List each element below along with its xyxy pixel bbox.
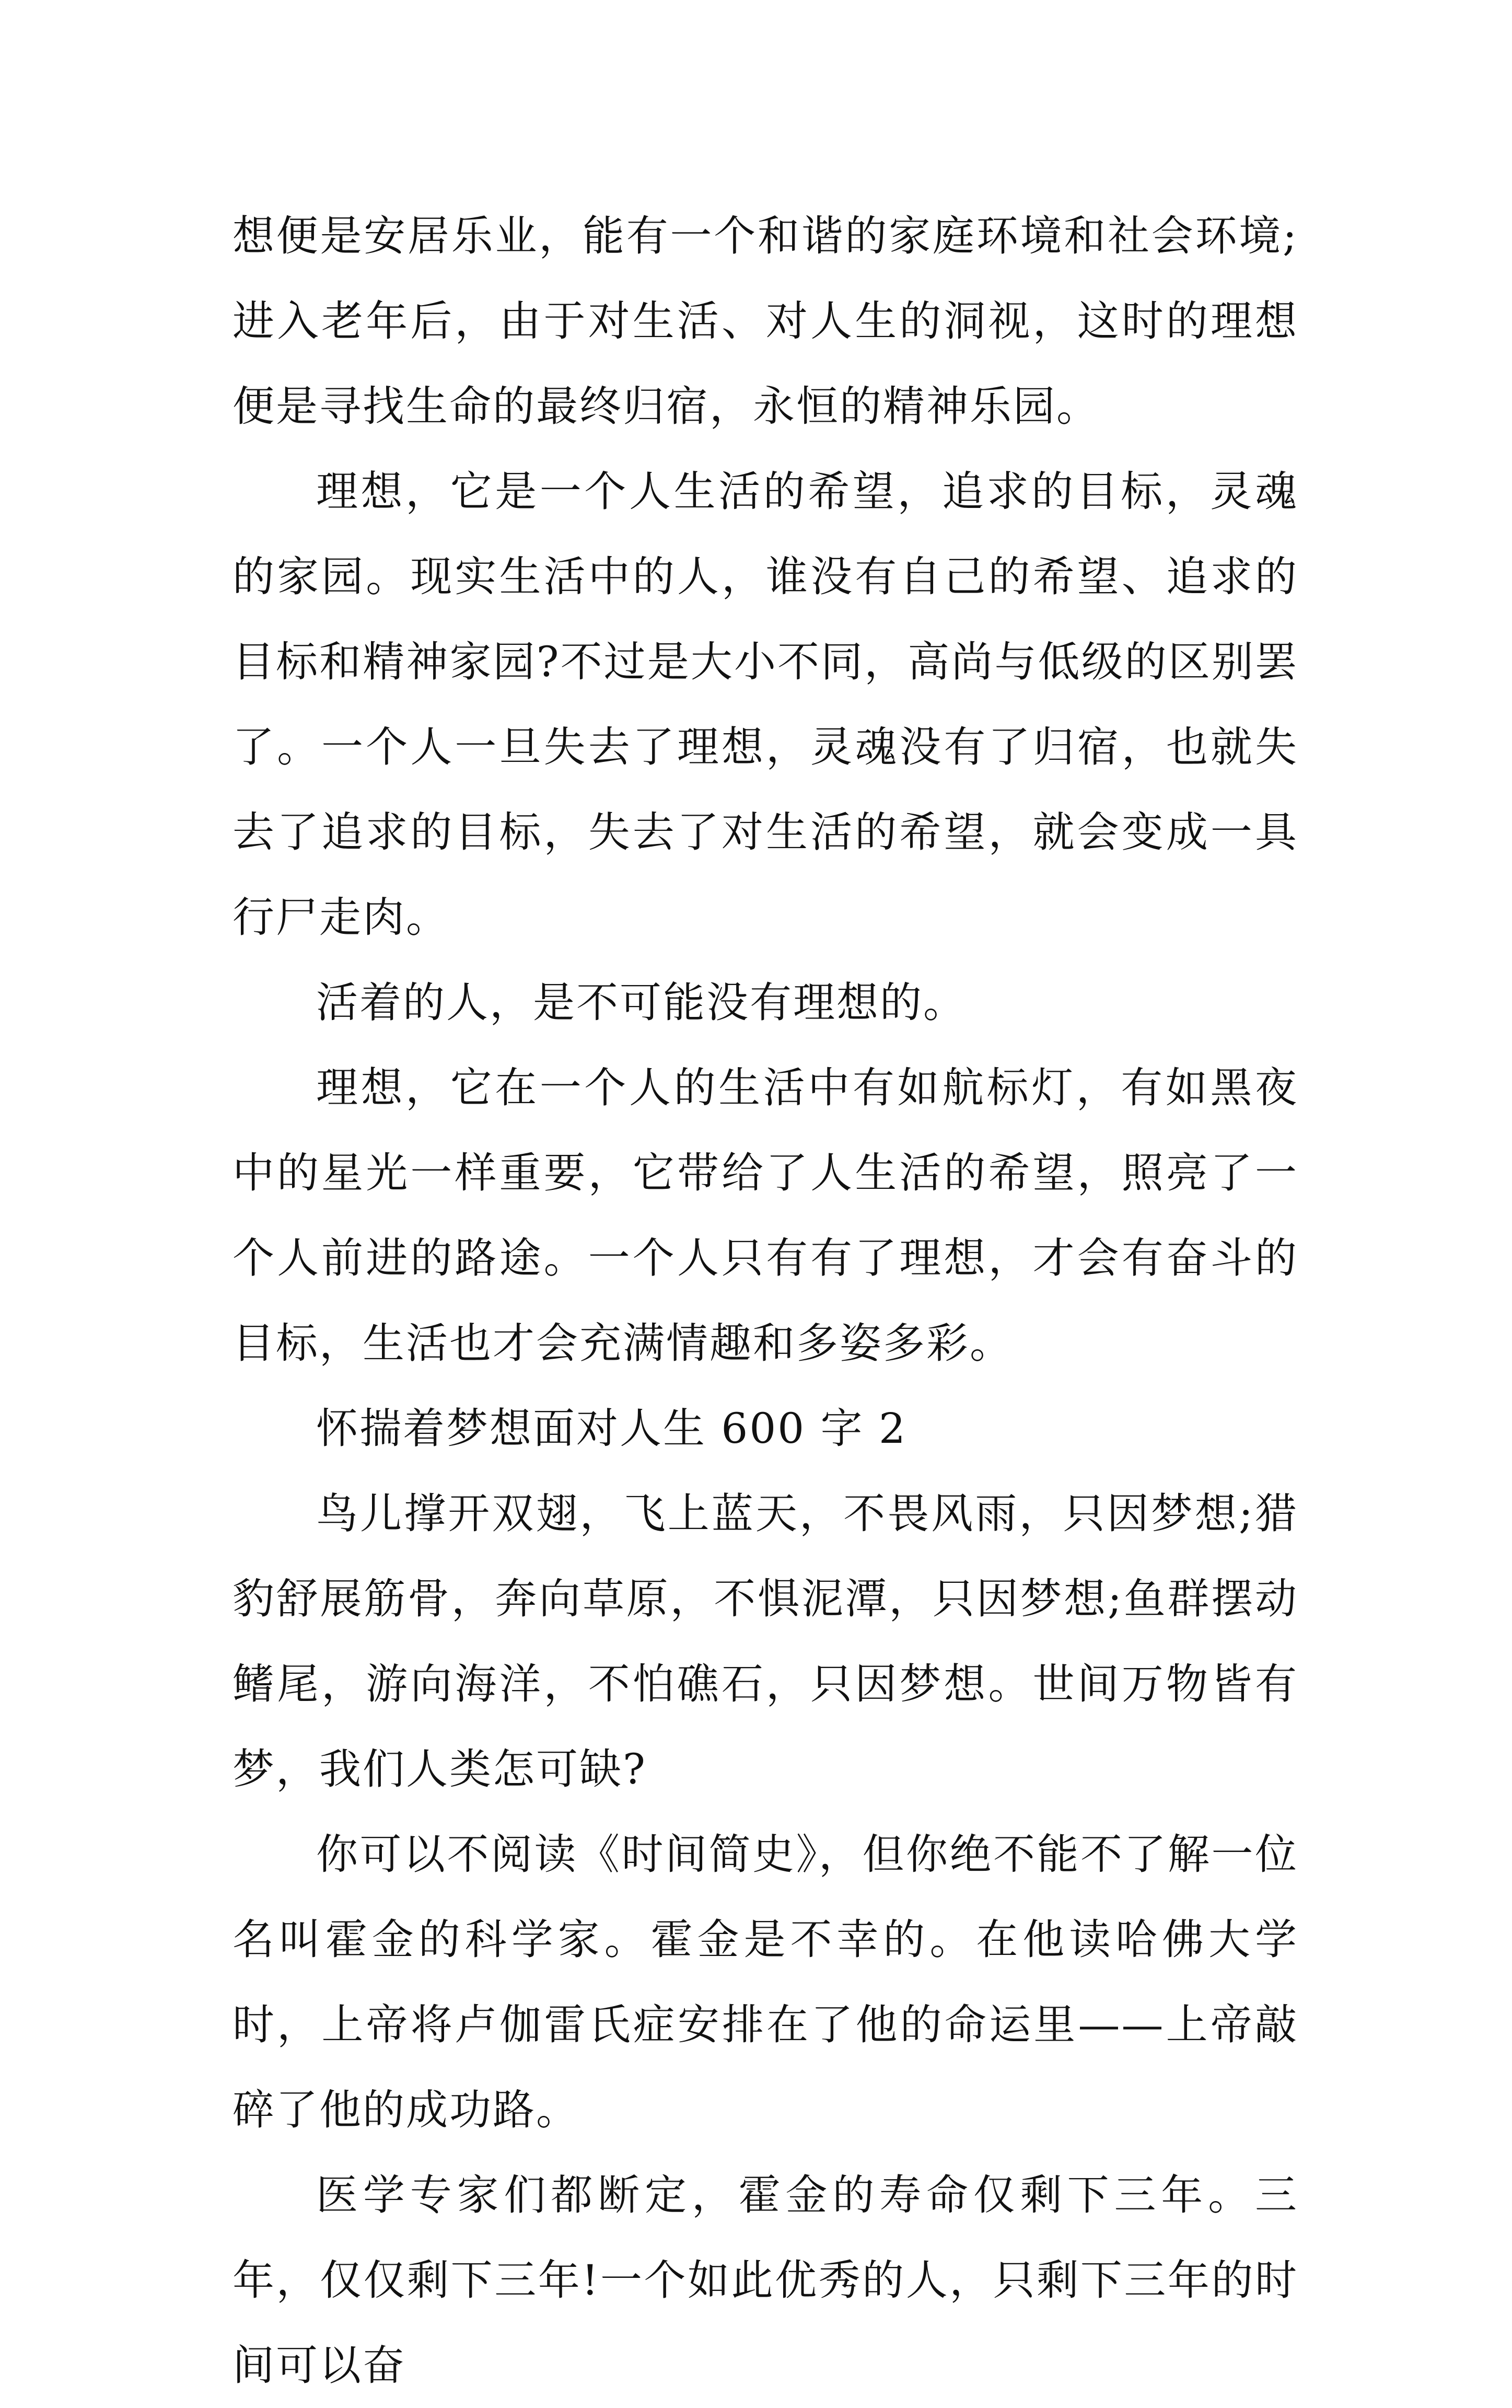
- document-body: [232, 193, 1298, 2408]
- paragraph-6: 你可以不阅读《时间简史》，但你绝不能不了解一位名叫霍金的科学家。霍金是不幸的。在他读哈佛大学时，上帝将卢伽雷氏症安排在了他的命运里——上帝敲碎了他的成功路。: [232, 1830, 1298, 2134]
- section-heading: 怀揣着梦想面对人生 600 字 2: [316, 1404, 907, 1453]
- paragraph-1: 想便是安居乐业，能有一个和谐的家庭环境和社会环境;进入老年后，由于对生活、对人生的洞视，这时的理想便是寻找生命的最终归宿，永恒的精神乐园。: [232, 212, 1298, 431]
- paragraph-3: 活着的人，是不可能没有理想的。: [316, 978, 967, 1027]
- paragraph-4: 理想，它在一个人的生活中有如航标灯，有如黑夜中的星光一样重要，它带给了人生活的希望，照亮了一个人前进的路途。一个人只有有了理想，才会有奋斗的目标，生活也才会充满情趣和多姿多彩。: [232, 1063, 1298, 1368]
- paragraph-2: 理想，它是一个人生活的希望，追求的目标，灵魂的家园。现实生活中的人，谁没有自己的希望、追求的目标和精神家园?不过是大小不同，高尚与低级的区别罢了。一个人一旦失去了理想，灵魂没有了归宿，也就失去了追求的目标，失去了对生活的希望，就会变成一具行尸走肉。: [232, 467, 1298, 942]
- paragraph-5: 鸟儿撑开双翅，飞上蓝天，不畏风雨，只因梦想;猎豹舒展筋骨，奔向草原，不惧泥潭，只因梦想;鱼群摆动鳍尾，游向海洋，不怕礁石，只因梦想。世间万物皆有梦，我们人类怎可缺?: [232, 1489, 1298, 1793]
- paragraph-7: 医学专家们都断定，霍金的寿命仅剩下三年。三年，仅仅剩下三年!一个如此优秀的人，只剩下三年的时间可以奋: [232, 2171, 1298, 2390]
